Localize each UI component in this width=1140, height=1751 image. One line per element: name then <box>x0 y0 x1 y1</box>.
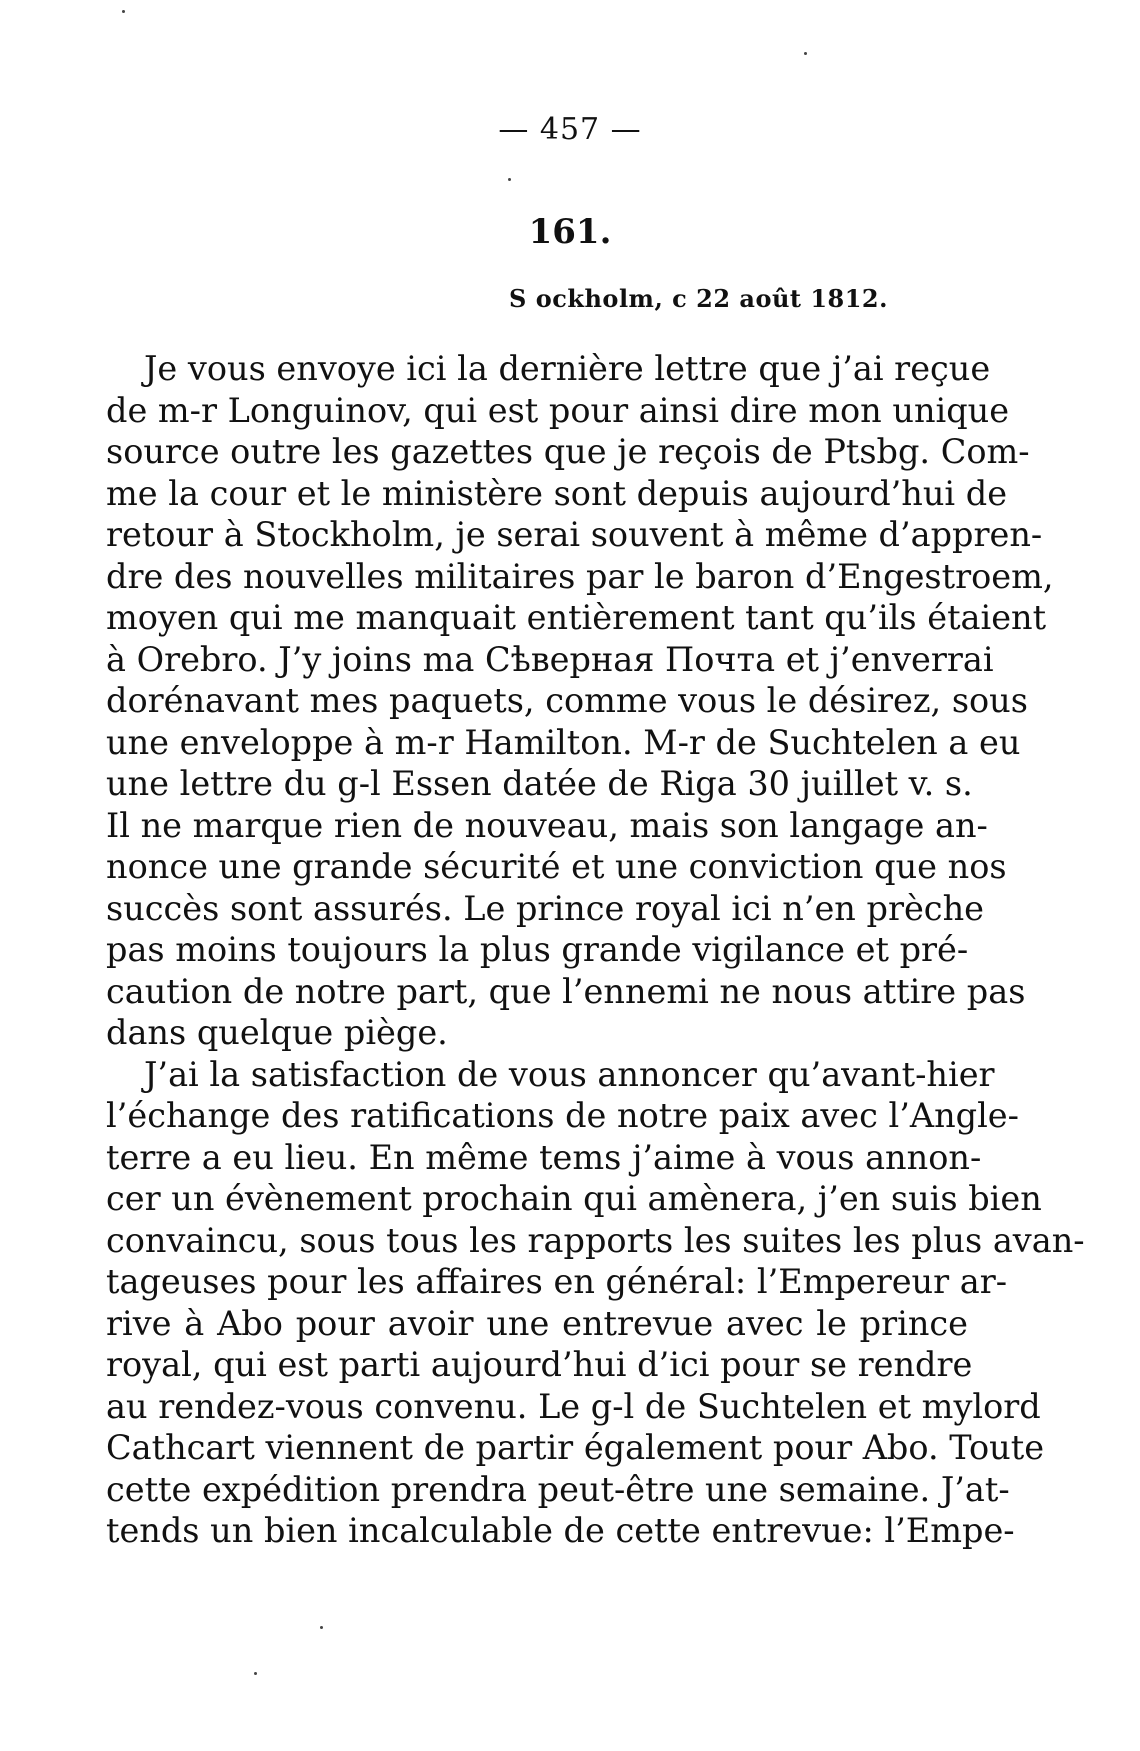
text-line: Je vous envoye ici la dernière lettre que j’ai reçue <box>144 349 991 388</box>
letter-number: 161. <box>528 212 612 252</box>
text-line: me la cour et le ministère sont depuis aujourd’hui de <box>106 473 1008 513</box>
text-line: source outre les gazettes que je reçois de Ptsbg. Com- <box>106 432 1030 471</box>
text-line: de m-r Longuinov, qui est pour ainsi dire mon unique <box>106 390 1010 430</box>
text-line: une lettre du g-l Essen datée de Riga 30 juillet v. s. <box>106 764 973 803</box>
text-line: convaincu, sous tous les rapports les suites les plus avan- <box>106 1220 1085 1260</box>
dateline: S ockholm, c 22 août 1812. <box>509 284 888 313</box>
text-line: tageuses pour les affaires en général: l’Empereur ar- <box>106 1262 1008 1301</box>
page-number: — 457 — <box>498 112 642 147</box>
text-line: dre des nouvelles militaires par le baron d’Engestroem, <box>106 556 1054 596</box>
text-line: dorénavant mes paquets, comme vous le désirez, sous <box>106 681 1028 720</box>
text-line: cer un évènement prochain qui amènera, j’en suis bien <box>106 1179 1042 1218</box>
scan-speck <box>122 10 125 13</box>
text-line: dans quelque piège. <box>106 1013 448 1052</box>
text-line: moyen qui me manquait entièrement tant qu’ils étaient <box>106 598 1047 637</box>
scan-speck <box>320 1626 323 1629</box>
paragraph-1 <box>106 348 1054 1054</box>
text-line: rive à Abo pour avoir une entrevue avec le prince <box>106 1303 968 1343</box>
text-line: au rendez-vous convenu. Le g-l de Suchtelen et mylord <box>106 1386 1041 1426</box>
text-line: caution de notre part, que l’ennemi ne nous attire pas <box>106 971 1026 1011</box>
text-line: succès sont assurés. Le prince royal ici n’en prèche <box>106 888 984 928</box>
text-line: cette expédition prendra peut-être une semaine. J’at- <box>106 1469 1010 1509</box>
scan-speck <box>508 178 511 181</box>
text-line: J’ai la satisfaction de vous annoncer qu’avant-hier <box>144 1054 995 1094</box>
text-line: une enveloppe à m-r Hamilton. M-r de Suchtelen a eu <box>106 722 1021 762</box>
text-line: Cathcart viennent de partir également pour Abo. Toute <box>106 1428 1045 1467</box>
text-line: Il ne marque rien de nouveau, mais son langage an- <box>106 805 988 845</box>
text-line: l’échange des ratifications de notre paix avec l’Angle- <box>106 1096 1019 1135</box>
scan-speck <box>804 52 807 55</box>
text-line: pas moins toujours la plus grande vigilance et pré- <box>106 930 969 969</box>
scan-speck <box>254 1672 257 1675</box>
text-line: à Orebro. J’y joins ma Сѣверная Почта et j’enverrai <box>106 639 994 679</box>
letter-body <box>106 348 1085 1552</box>
text-line: retour à Stockholm, je serai souvent à même d’appren- <box>106 515 1043 554</box>
paragraph-2 <box>106 1054 1085 1552</box>
text-line: tends un bien incalculable de cette entrevue: l’Empe- <box>106 1511 1015 1550</box>
text-line: terre a eu lieu. En même tems j’aime à vous annon- <box>106 1137 982 1177</box>
text-line: nonce une grande sécurité et une conviction que nos <box>106 847 1007 886</box>
text-line: royal, qui est parti aujourd’hui d’ici pour se rendre <box>106 1345 973 1384</box>
